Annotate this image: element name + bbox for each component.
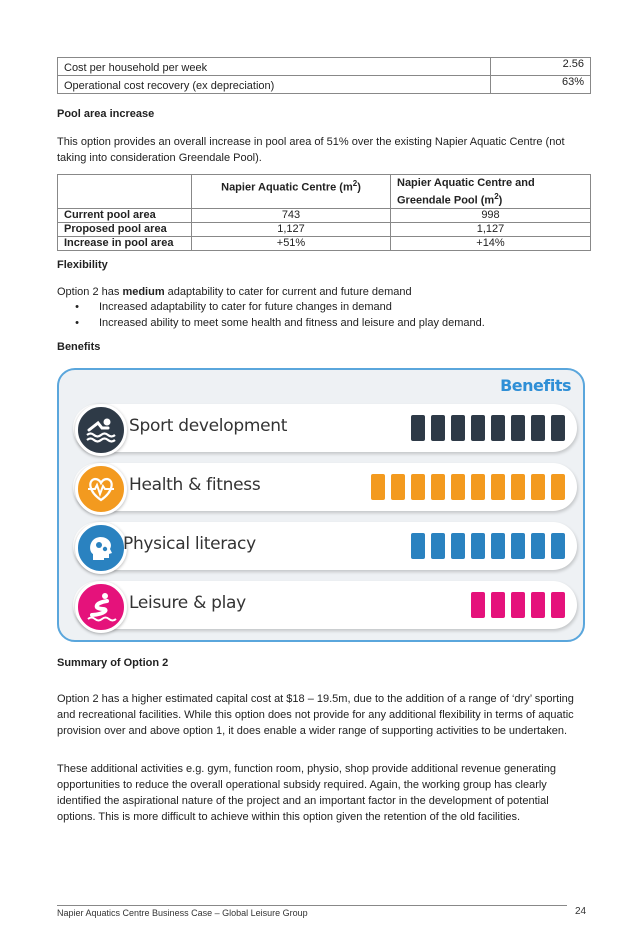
table-header-row bbox=[58, 175, 591, 209]
pool-table bbox=[57, 174, 591, 251]
cost-label: Cost per household per week bbox=[58, 58, 491, 76]
rating-bar bbox=[471, 415, 485, 441]
swimmer-icon bbox=[75, 404, 127, 456]
rating-bar bbox=[511, 474, 525, 500]
benefit-rating-bars bbox=[371, 474, 565, 500]
benefits-panel-title: Benefits bbox=[500, 376, 571, 395]
rating-bar bbox=[511, 415, 525, 441]
pool-heading: Pool area increase bbox=[57, 108, 155, 120]
header-napier: Napier Aquatic Centre $(m^2)$ bbox=[192, 175, 391, 209]
benefit-rating-bars bbox=[471, 592, 565, 618]
rating-bar bbox=[531, 474, 545, 500]
rating-bar bbox=[531, 415, 545, 441]
rating-bar bbox=[431, 474, 445, 500]
list-item: • Increased adaptability to cater for future changes in demand bbox=[75, 301, 392, 313]
rating-bar bbox=[391, 474, 405, 500]
table-row: Increase in pool area +51% +14% bbox=[58, 236, 591, 250]
rating-bar bbox=[411, 415, 425, 441]
flexibility-intro: Option 2 has medium adaptability to cater for current and future demand bbox=[57, 286, 412, 298]
rating-bar bbox=[551, 415, 565, 441]
summary-paragraph-2: These additional activities e.g. gym, function room, physio, shop provide additional revenue generating opportunities to reduce the overall operational subsidy required. Again, the working group has clearly identified the aspirational nature of the project and an important factor in the development of potential options. This is more difficult to achieve within this option given the retention of the old facilities. bbox=[57, 763, 556, 823]
benefit-row-sport bbox=[73, 404, 577, 452]
summary-paragraph-1: Option 2 has a higher estimated capital cost at $18 – 19.5m, due to the addition of a range of ‘dry’ sporting and recreational facilities. While this option does not provide for any additional flexibility in terms of aquatic provision over and above option 1, it does enable a wider range of supporting activities to be undertaken. bbox=[57, 693, 574, 737]
rating-bar bbox=[431, 415, 445, 441]
heartbeat-icon bbox=[75, 463, 127, 515]
rating-bar bbox=[451, 415, 465, 441]
benefit-label: Leisure & play bbox=[129, 593, 246, 613]
rating-bar bbox=[431, 533, 445, 559]
header-combined: Napier Aquatic Centre and Greendale Pool $(m^2)$ bbox=[391, 175, 591, 209]
rating-bar bbox=[511, 592, 525, 618]
flexibility-heading: Flexibility bbox=[57, 259, 108, 271]
benefit-label: Physical literacy bbox=[123, 534, 256, 554]
rating-bar bbox=[371, 474, 385, 500]
page-number: 24 bbox=[575, 906, 587, 917]
cost-value: 2.56 bbox=[491, 58, 591, 76]
rating-bar bbox=[491, 474, 505, 500]
pool-paragraph: This option provides an overall increase in pool area of 51% over the existing Napier Aquatic Centre (not taking into consideration Greendale Pool). bbox=[57, 136, 565, 164]
benefit-label: Sport development bbox=[129, 416, 288, 436]
list-item: • Increased ability to meet some health and fitness and leisure and play demand. bbox=[75, 317, 485, 329]
rating-bar bbox=[491, 592, 505, 618]
cost-label: Operational cost recovery (ex depreciation) bbox=[58, 76, 491, 94]
benefit-rating-bars bbox=[411, 533, 565, 559]
rating-bar bbox=[411, 474, 425, 500]
waterslide-icon bbox=[75, 581, 127, 633]
benefit-label: Health & fitness bbox=[129, 475, 261, 495]
rating-bar bbox=[531, 592, 545, 618]
rating-bar bbox=[471, 533, 485, 559]
summary-heading: Summary of Option 2 bbox=[57, 657, 169, 669]
cost-value: 63% bbox=[491, 76, 591, 94]
benefit-rating-bars bbox=[411, 415, 565, 441]
benefit-row-literacy bbox=[73, 522, 577, 570]
rating-bar bbox=[511, 533, 525, 559]
footer-divider bbox=[57, 905, 567, 906]
footer-text: Napier Aquatics Centre Business Case – Global Leisure Group bbox=[57, 908, 308, 918]
rating-bar bbox=[491, 533, 505, 559]
flexibility-list bbox=[57, 299, 587, 331]
head-gears-icon bbox=[75, 522, 127, 574]
benefit-row-health bbox=[73, 463, 577, 511]
benefits-heading: Benefits bbox=[57, 341, 101, 353]
table-row bbox=[58, 58, 591, 76]
rating-bar bbox=[451, 474, 465, 500]
rating-bar bbox=[471, 592, 485, 618]
rating-bar bbox=[471, 474, 485, 500]
rating-bar bbox=[551, 474, 565, 500]
benefit-row-leisure bbox=[73, 581, 577, 629]
rating-bar bbox=[531, 533, 545, 559]
table-row bbox=[58, 76, 591, 94]
rating-bar bbox=[551, 533, 565, 559]
rating-bar bbox=[451, 533, 465, 559]
rating-bar bbox=[551, 592, 565, 618]
rating-bar bbox=[411, 533, 425, 559]
table-row: Current pool area 743 998 bbox=[58, 208, 591, 222]
cost-table bbox=[57, 57, 591, 94]
benefits-infographic bbox=[57, 368, 585, 642]
rating-bar bbox=[491, 415, 505, 441]
table-row: Proposed pool area 1,127 1,127 bbox=[58, 222, 591, 236]
